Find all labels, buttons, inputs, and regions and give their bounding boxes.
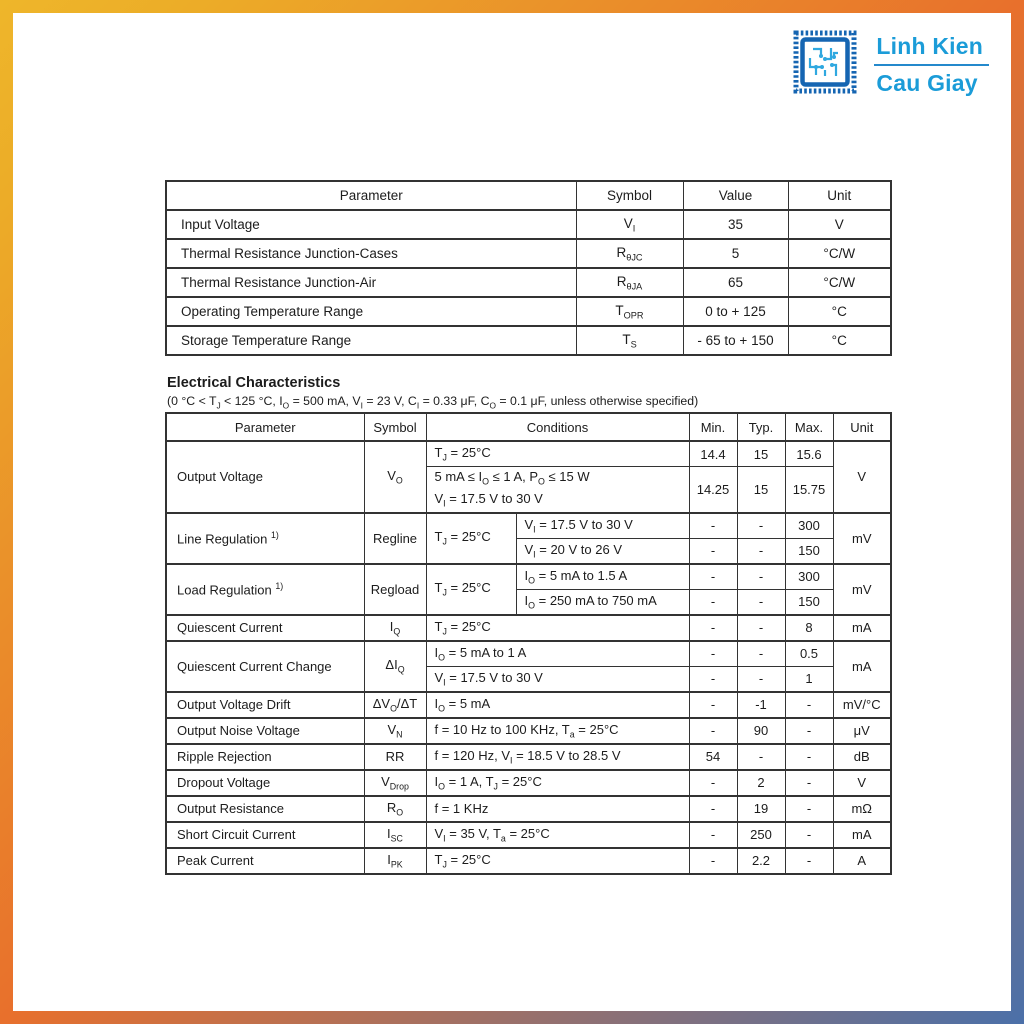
- unit-cell: °C: [788, 297, 891, 326]
- parameter-cell: Input Voltage: [166, 210, 576, 239]
- typ-cell: -: [737, 589, 785, 615]
- parameter-cell: Output Voltage: [166, 441, 364, 513]
- header-min: Min.: [689, 413, 737, 441]
- brand-name-line2: Cau Giay: [876, 69, 978, 96]
- parameter-cell: Line Regulation $^{1)}$: [166, 513, 364, 564]
- condition-cell: $V_I = 17.5$ V to 30 V: [426, 666, 689, 692]
- min-cell: -: [689, 641, 737, 667]
- header-unit: Unit: [788, 181, 891, 210]
- min-cell: -: [689, 796, 737, 822]
- min-cell: 54: [689, 744, 737, 770]
- typ-cell: -1: [737, 692, 785, 718]
- typ-cell: 15: [737, 467, 785, 513]
- typ-cell: -: [737, 615, 785, 641]
- min-cell: -: [689, 666, 737, 692]
- header-value: Value: [683, 181, 788, 210]
- unit-cell: mA: [833, 641, 891, 692]
- value-cell: 0 to + 125: [683, 297, 788, 326]
- unit-cell: °C: [788, 326, 891, 355]
- min-cell: -: [689, 513, 737, 539]
- unit-cell: mV: [833, 513, 891, 564]
- condition-cell: $V_I = 17.5$ V to 30 V: [516, 513, 689, 539]
- symbol-cell: RR: [364, 744, 426, 770]
- maximum-ratings-table: [165, 180, 892, 356]
- table-row: [166, 239, 891, 268]
- typ-cell: -: [737, 538, 785, 564]
- condition-cell: $I_O = 250$ mA to 750 mA: [516, 589, 689, 615]
- symbol-cell: $I_{SC}$: [364, 822, 426, 848]
- typ-cell: 2: [737, 770, 785, 796]
- unit-cell: V: [833, 770, 891, 796]
- condition-cell: $V_I = 20$ V to 26 V: [516, 538, 689, 564]
- unit-cell: A: [833, 848, 891, 874]
- parameter-cell: Operating Temperature Range: [166, 297, 576, 326]
- value-cell: - 65 to + 150: [683, 326, 788, 355]
- max-cell: 15.6: [785, 441, 833, 467]
- min-cell: -: [689, 615, 737, 641]
- row-line-regulation: [166, 513, 891, 539]
- row-short-circuit-current: [166, 822, 891, 848]
- symbol-cell: $R_{\theta JC}$: [576, 239, 683, 268]
- condition-line: $V_I = 17.5$ V to 30 V: [434, 491, 543, 509]
- max-cell: 150: [785, 538, 833, 564]
- header-typ: Typ.: [737, 413, 785, 441]
- unit-cell: μV: [833, 718, 891, 744]
- table-row: [166, 297, 891, 326]
- parameter-cell: Peak Current: [166, 848, 364, 874]
- symbol-cell: $\Delta V_O/\Delta T$: [364, 692, 426, 718]
- header-row: [166, 181, 891, 210]
- header-parameter: Parameter: [166, 413, 364, 441]
- row-output-voltage: [166, 441, 891, 467]
- min-cell: -: [689, 822, 737, 848]
- symbol-cell: $I_Q$: [364, 615, 426, 641]
- unit-cell: dB: [833, 744, 891, 770]
- typ-cell: 19: [737, 796, 785, 822]
- condition-cell: f = 1 KHz: [426, 796, 689, 822]
- min-cell: -: [689, 538, 737, 564]
- electrical-characteristics-title: Electrical Characteristics: [167, 375, 341, 391]
- row-dropout-voltage: [166, 770, 891, 796]
- condition-cell: $T_J = 25^\circ C$: [426, 513, 516, 564]
- max-cell: -: [785, 822, 833, 848]
- unit-cell: °C/W: [788, 239, 891, 268]
- parameter-cell: Output Resistance: [166, 796, 364, 822]
- min-cell: -: [689, 718, 737, 744]
- value-cell: 65: [683, 268, 788, 297]
- typ-cell: -: [737, 564, 785, 590]
- condition-cell: $T_J = 25^\circ C$: [426, 615, 689, 641]
- electrical-characteristics-table: [165, 412, 892, 875]
- symbol-cell: $V_{Drop}$: [364, 770, 426, 796]
- symbol-cell: $T_S$: [576, 326, 683, 355]
- symbol-cell: $I_{PK}$: [364, 848, 426, 874]
- typ-cell: -: [737, 641, 785, 667]
- table-row: [166, 210, 891, 239]
- min-cell: -: [689, 770, 737, 796]
- condition-cell: $T_J = 25^\circ C$: [426, 564, 516, 615]
- typ-cell: 90: [737, 718, 785, 744]
- datasheet-page: [13, 13, 1011, 1011]
- max-cell: 1: [785, 666, 833, 692]
- header-symbol: Symbol: [576, 181, 683, 210]
- condition-cell: $I_O = 5$ mA: [426, 692, 689, 718]
- max-cell: -: [785, 718, 833, 744]
- condition-cell: $I_O = 5$ mA to 1.5 A: [516, 564, 689, 590]
- unit-cell: mV: [833, 564, 891, 615]
- value-cell: 5: [683, 239, 788, 268]
- condition-cell: $T_J = 25^\circ C$: [426, 848, 689, 874]
- symbol-cell: $\Delta I_Q$: [364, 641, 426, 692]
- unit-cell: °C/W: [788, 268, 891, 297]
- unit-cell: V: [788, 210, 891, 239]
- max-cell: 0.5: [785, 641, 833, 667]
- condition-cell: $V_I = 35$ V, $T_a = 25^\circ C$: [426, 822, 689, 848]
- unit-cell: mA: [833, 822, 891, 848]
- condition-line: 5 mA ≤ $I_O \le 1$ A, $P_O \le 15$ W: [434, 469, 590, 487]
- min-cell: -: [689, 564, 737, 590]
- symbol-cell: $T_{OPR}$: [576, 297, 683, 326]
- typ-cell: -: [737, 744, 785, 770]
- row-peak-current: [166, 848, 891, 874]
- row-output-resistance: [166, 796, 891, 822]
- max-cell: 15.75: [785, 467, 833, 513]
- header-max: Max.: [785, 413, 833, 441]
- header-conditions: Conditions: [426, 413, 689, 441]
- max-cell: 300: [785, 513, 833, 539]
- typ-cell: 2.2: [737, 848, 785, 874]
- row-quiescent-current: [166, 615, 891, 641]
- header-parameter: Parameter: [166, 181, 576, 210]
- max-cell: 300: [785, 564, 833, 590]
- condition-cell: [426, 467, 689, 513]
- max-cell: -: [785, 848, 833, 874]
- parameter-cell: Storage Temperature Range: [166, 326, 576, 355]
- max-cell: -: [785, 770, 833, 796]
- min-cell: -: [689, 589, 737, 615]
- min-cell: 14.25: [689, 467, 737, 513]
- chip-circuit-icon: [790, 27, 860, 102]
- max-cell: -: [785, 796, 833, 822]
- parameter-cell: Ripple Rejection: [166, 744, 364, 770]
- min-cell: 14.4: [689, 441, 737, 467]
- parameter-cell: Thermal Resistance Junction-Cases: [166, 239, 576, 268]
- parameter-cell: Short Circuit Current: [166, 822, 364, 848]
- condition-cell: $T_J = 25^\circ C$: [426, 441, 689, 467]
- row-output-voltage-drift: [166, 692, 891, 718]
- condition-cell: f = 120 Hz, $V_I = 18.5$ V to 28.5 V: [426, 744, 689, 770]
- max-cell: -: [785, 744, 833, 770]
- symbol-cell: Regline: [364, 513, 426, 564]
- header-symbol: Symbol: [364, 413, 426, 441]
- typ-cell: -: [737, 513, 785, 539]
- condition-cell: $I_O = 5$ mA to 1 A: [426, 641, 689, 667]
- max-cell: 150: [785, 589, 833, 615]
- symbol-cell: $V_I$: [576, 210, 683, 239]
- parameter-cell: Quiescent Current: [166, 615, 364, 641]
- electrical-characteristics-conditions-note: (0 $^\circ C < T_J < 125$ °C, $I_O = 500$ mA, $V_I = 23$ V, $C_I = 0.33$ μF, $C_O = 0.1$ μF, unless otherwise specified): [167, 394, 699, 411]
- header-unit: Unit: [833, 413, 891, 441]
- parameter-cell: Load Regulation $^{1)}$: [166, 564, 364, 615]
- value-cell: 35: [683, 210, 788, 239]
- max-cell: 8: [785, 615, 833, 641]
- brand-logo: [790, 27, 989, 102]
- table-row: [166, 326, 891, 355]
- unit-cell: mΩ: [833, 796, 891, 822]
- parameter-cell: Dropout Voltage: [166, 770, 364, 796]
- symbol-cell: $R_O$: [364, 796, 426, 822]
- unit-cell: mA: [833, 615, 891, 641]
- symbol-cell: $R_{\theta JA}$: [576, 268, 683, 297]
- typ-cell: 15: [737, 441, 785, 467]
- min-cell: -: [689, 692, 737, 718]
- parameter-cell: Quiescent Current Change: [166, 641, 364, 692]
- row-ripple-rejection: [166, 744, 891, 770]
- table-row: [166, 268, 891, 297]
- typ-cell: 250: [737, 822, 785, 848]
- header-row: [166, 413, 891, 441]
- row-load-regulation: [166, 564, 891, 590]
- typ-cell: -: [737, 666, 785, 692]
- parameter-cell: Output Voltage Drift: [166, 692, 364, 718]
- condition-cell: $I_O = 1$ A, $T_J = 25^\circ C$: [426, 770, 689, 796]
- parameter-cell: Thermal Resistance Junction-Air: [166, 268, 576, 297]
- max-cell: -: [785, 692, 833, 718]
- brand-name-line1: Linh Kien: [874, 35, 989, 66]
- row-output-noise-voltage: [166, 718, 891, 744]
- symbol-cell: $V_N$: [364, 718, 426, 744]
- row-quiescent-current-change: [166, 641, 891, 667]
- parameter-cell: Output Noise Voltage: [166, 718, 364, 744]
- min-cell: -: [689, 848, 737, 874]
- unit-cell: V: [833, 441, 891, 513]
- symbol-cell: Regload: [364, 564, 426, 615]
- brand-name: [874, 32, 989, 96]
- unit-cell: mV/°C: [833, 692, 891, 718]
- condition-cell: f = 10 Hz to 100 KHz, $T_a = 25^\circ C$: [426, 718, 689, 744]
- symbol-cell: $V_O$: [364, 441, 426, 513]
